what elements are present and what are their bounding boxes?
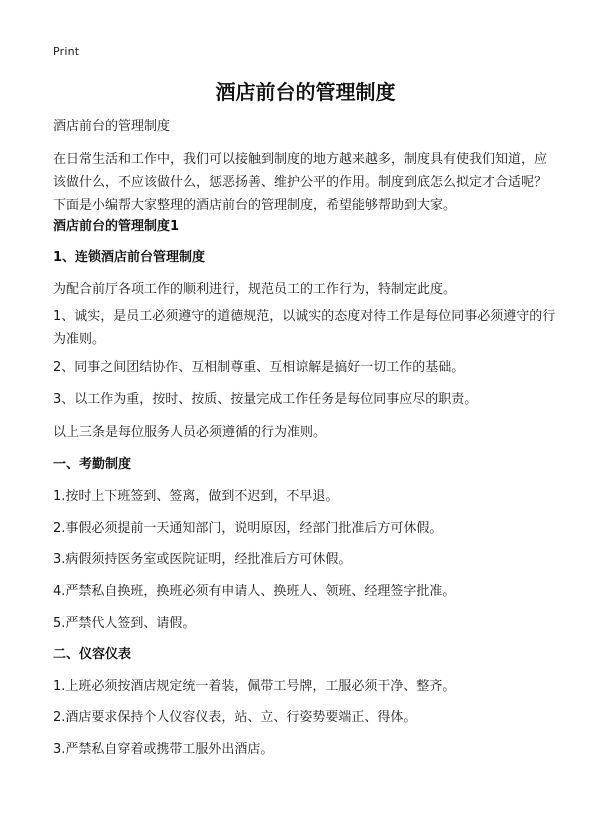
attendance-item: 5.严禁代人签到、请假。 [53, 616, 196, 631]
appearance-item: 3.严禁私自穿着或携带工服外出酒店。 [53, 742, 274, 757]
attendance-item: 2.事假必须提前一天通知部门，说明原因，经部门批准后方可休假。 [53, 521, 443, 536]
subsection-intro: 为配合前厅各项工作的顺利进行，规范员工的工作行为，特制定此度。 [53, 282, 457, 297]
intro-paragraph: 在日常生活和工作中，我们可以接触到制度的地方越来越多，制度具有使我们知道，应该做什么，不应该做什么，惩恶扬善、维护公平的作用。制度到底怎么拟定才合适呢？下面是小编帮大家整理的酒店前台的管理制度，希望能够帮助到大家。 [53, 152, 548, 213]
attendance-item: 4.严禁私自换班，换班必须有申请人、换班人、领班、经理签字批准。 [53, 584, 456, 599]
attendance-item: 1.按时上下班签到、签离，做到不迟到，不早退。 [53, 489, 339, 504]
rule-paragraph-2: 2、同事之间团结协作、互相制尊重、互相谅解是搞好一切工作的基础。 [53, 360, 465, 375]
rule-paragraph-1: 1、诚实，是员工必须遵守的道德规范，以诚实的态度对待工作是每位同事必须遵守的行为准则。 [53, 309, 556, 347]
attendance-heading: 一、考勤制度 [53, 457, 132, 472]
document-title: 酒店前台的管理制度 [215, 80, 396, 104]
section-heading-1: 酒店前台的管理制度1 [53, 219, 180, 234]
rule-paragraph-3: 3、以工作为重，按时、按质、按量完成工作任务是每位同事应尽的职责。 [53, 392, 478, 407]
appearance-item: 2.酒店要求保持个人仪容仪表，站、立、行姿势要端正、得体。 [53, 710, 417, 725]
document-subtitle: 酒店前台的管理制度 [53, 119, 171, 134]
rules-summary: 以上三条是每位服务人员必须遵循的行为准则。 [53, 425, 327, 440]
appearance-item: 1.上班必须按酒店规定统一着装，佩带工号牌，工服必须干净、整齐。 [53, 679, 456, 694]
attendance-item: 3.病假须持医务室或医院证明，经批准后方可休假。 [53, 552, 352, 567]
subsection-heading: 1、连锁酒店前台管理制度 [53, 250, 206, 265]
appearance-heading: 二、仪容仪表 [53, 647, 132, 662]
print-link[interactable]: Print [53, 45, 80, 58]
